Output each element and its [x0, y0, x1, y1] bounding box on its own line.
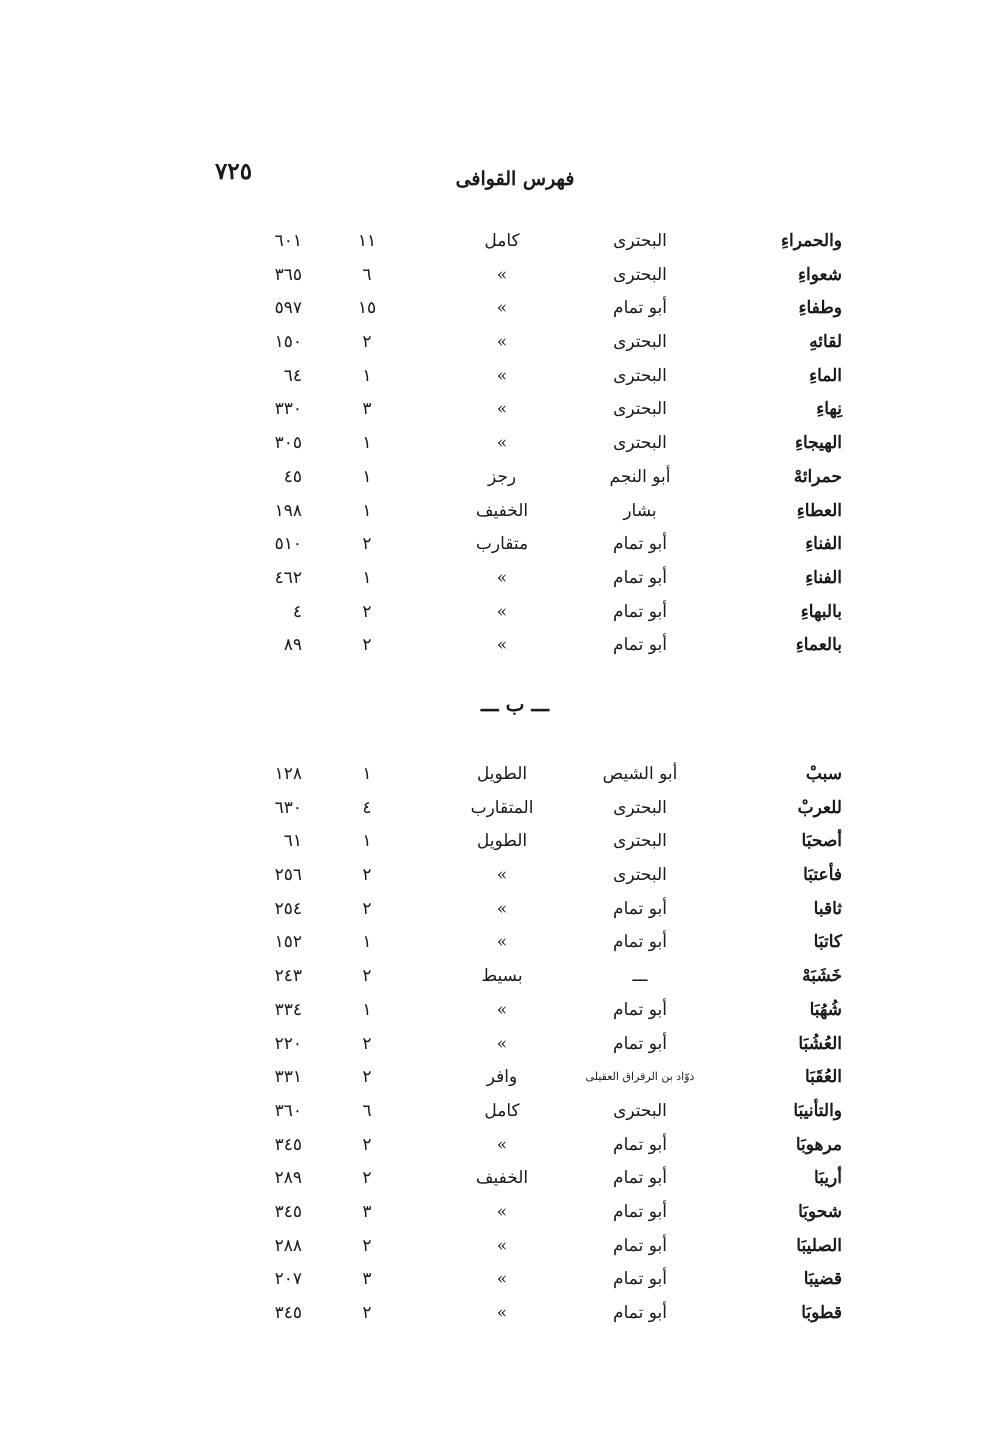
table-row — [0, 633, 1005, 667]
table-row — [0, 829, 1005, 863]
poet-name: البحترى — [613, 332, 667, 353]
page-ref: ٢٢٠ — [274, 1033, 302, 1054]
rhyme-word: أريبَا — [814, 1168, 842, 1189]
page-ref: ٣٤٥ — [274, 1201, 302, 1222]
table-row — [0, 1267, 1005, 1301]
verse-count: ٤ — [362, 797, 372, 818]
table-row — [0, 1099, 1005, 1133]
meter-name: كامل — [484, 1100, 520, 1121]
verse-count: ٢ — [362, 1134, 372, 1155]
page-ref: ٣٦٠ — [274, 1100, 302, 1121]
rhyme-word: الفناءِ — [805, 534, 842, 555]
verse-count: ٣ — [362, 1201, 372, 1222]
page-ref: ٦٤ — [283, 365, 302, 386]
table-row — [0, 1301, 1005, 1335]
rhyme-word: أصحبَا — [801, 831, 842, 852]
rhyme-word: العُشُبَا — [798, 1033, 842, 1054]
page-ref: ٤ — [292, 601, 302, 622]
table-row — [0, 499, 1005, 533]
rhyme-word: شُهُبَا — [809, 999, 842, 1020]
meter-name: الخفيف — [475, 1168, 529, 1189]
page-ref: ١٥٢ — [274, 932, 302, 953]
poet-name: أبو تمام — [613, 298, 667, 319]
table-row — [0, 296, 1005, 330]
meter-name: الخفيف — [475, 500, 529, 521]
verse-count: ٣ — [362, 399, 372, 420]
poet-name: أبو تمام — [613, 1134, 667, 1155]
table-row — [0, 566, 1005, 600]
verse-count: ١١ — [357, 231, 377, 251]
poet-name: أبو تمام — [613, 601, 667, 622]
page-ref: ٣٤٥ — [274, 1134, 302, 1155]
verse-count: ١ — [362, 999, 372, 1020]
verse-count: ١ — [362, 433, 372, 454]
poet-name: البحترى — [613, 865, 667, 886]
rhyme-word: حمرائهْ — [793, 466, 842, 487]
meter-name: » — [496, 601, 508, 622]
rhyme-word: مرهوبَا — [795, 1134, 842, 1155]
table-row — [0, 397, 1005, 431]
verse-count: ١ — [362, 567, 372, 588]
poet-name: أبو تمام — [613, 1303, 667, 1323]
poet-name: أبو تمام — [613, 1168, 667, 1189]
rhyme-word: شحوبَا — [798, 1201, 842, 1222]
page-ref: ٦٣٠ — [274, 797, 302, 818]
poet-name: أبو تمام — [613, 567, 667, 588]
meter-name: » — [496, 264, 508, 285]
section-heading-ba: ـــ ب ـــ — [481, 692, 549, 716]
rhymes-table-hamza — [0, 229, 1005, 667]
rhyme-word: الماءِ — [809, 365, 842, 386]
rhyme-word: كاتبَا — [813, 932, 842, 953]
verse-count: ١ — [362, 764, 372, 784]
table-row — [0, 762, 1005, 796]
page-ref: ٢٤٣ — [274, 966, 302, 987]
meter-name: بسيط — [481, 966, 523, 987]
table-row — [0, 897, 1005, 931]
table-row — [0, 229, 1005, 263]
poet-name: أبو تمام — [613, 1033, 667, 1054]
verse-count: ٢ — [362, 635, 372, 656]
meter-name: » — [496, 898, 508, 919]
meter-name: » — [496, 399, 508, 420]
rhyme-word: بالبهاءِ — [800, 601, 842, 622]
verse-count: ١ — [362, 365, 372, 386]
meter-name: » — [496, 1201, 508, 1222]
rhyme-word: سببْ — [805, 764, 842, 784]
meter-name: » — [496, 999, 508, 1020]
page-ref: ٣٤٥ — [274, 1303, 302, 1323]
poet-name: أبو الشيص — [602, 764, 678, 784]
verse-count: ٢ — [362, 1033, 372, 1054]
poet-name: البحترى — [613, 1100, 667, 1121]
table-row — [0, 600, 1005, 634]
meter-name: » — [496, 1303, 508, 1323]
page-ref: ٢٥٦ — [274, 865, 302, 886]
rhyme-word: الصليبَا — [796, 1235, 842, 1256]
poet-name: ـــ — [632, 966, 648, 987]
page-ref: ٢٨٩ — [274, 1168, 302, 1189]
verse-count: ٢ — [362, 1235, 372, 1256]
meter-name: » — [496, 332, 508, 353]
table-row — [0, 1166, 1005, 1200]
page-ref: ٥١٠ — [274, 534, 302, 555]
table-row — [0, 330, 1005, 364]
meter-name: » — [496, 1033, 508, 1054]
rhyme-word: العُقَبَا — [804, 1067, 842, 1088]
verse-count: ٢ — [362, 865, 372, 886]
verse-count: ٦ — [362, 264, 372, 285]
rhyme-word: خَشَبَهْ — [802, 966, 842, 987]
page-number: ٧٢٥ — [215, 158, 253, 185]
poet-name: أبو تمام — [613, 898, 667, 919]
table-row — [0, 1065, 1005, 1099]
meter-name: » — [496, 932, 508, 953]
poet-name: البحترى — [613, 264, 667, 285]
page-ref: ٣٠٥ — [274, 433, 302, 454]
meter-name: المتقارب — [470, 797, 534, 818]
meter-name: متقارب — [475, 534, 529, 555]
verse-count: ٢ — [362, 601, 372, 622]
rhyme-word: قطوبَا — [801, 1303, 842, 1323]
poet-name: أبو تمام — [613, 999, 667, 1020]
meter-name: » — [496, 298, 508, 319]
page-ref: ٨٩ — [283, 635, 302, 656]
poet-name: أبو النجم — [609, 466, 671, 487]
meter-name: » — [496, 365, 508, 386]
table-row — [0, 1234, 1005, 1268]
rhyme-word: بالعماءِ — [795, 635, 842, 656]
rhyme-word: شعواءِ — [798, 264, 842, 285]
meter-name: رجز — [487, 466, 517, 487]
page-ref: ٢٠٧ — [274, 1269, 302, 1290]
poet-name: بشار — [623, 500, 657, 521]
meter-name: » — [496, 865, 508, 886]
verse-count: ١ — [362, 831, 372, 852]
poet-name: أبو تمام — [613, 1201, 667, 1222]
poet-name: البحترى — [613, 831, 667, 852]
table-row — [0, 364, 1005, 398]
page-ref: ٦٠١ — [274, 231, 302, 251]
poet-name: البحترى — [613, 231, 667, 251]
rhyme-word: الهيجاءِ — [794, 433, 842, 454]
rhyme-word: نِهاءِ — [816, 399, 842, 420]
verse-count: ٢ — [362, 966, 372, 987]
page-ref: ٦١ — [283, 831, 302, 852]
poet-name: أبو تمام — [613, 635, 667, 656]
page-ref: ٥٩٧ — [274, 298, 302, 319]
table-row — [0, 1032, 1005, 1066]
meter-name: » — [496, 1269, 508, 1290]
page-ref: ٤٥ — [283, 466, 302, 487]
page-ref: ١٥٠ — [274, 332, 302, 353]
table-row — [0, 431, 1005, 465]
table-row — [0, 465, 1005, 499]
rhyme-word: ثاقبا — [813, 898, 842, 919]
meter-name: » — [496, 1235, 508, 1256]
page-ref: ٢٥٤ — [274, 898, 302, 919]
page-ref: ٣٣٠ — [274, 399, 302, 420]
table-row — [0, 998, 1005, 1032]
verse-count: ١ — [362, 932, 372, 953]
rhyme-word: الفناءِ — [805, 567, 842, 588]
meter-name: » — [496, 433, 508, 454]
poet-name: البحترى — [613, 433, 667, 454]
page-ref: ٣٣١ — [274, 1067, 302, 1088]
verse-count: ٢ — [362, 1303, 372, 1323]
rhyme-word: والحمراءِ — [780, 231, 842, 251]
verse-count: ١٥ — [357, 298, 377, 319]
poet-name: أبو تمام — [613, 1269, 667, 1290]
meter-name: وافر — [486, 1067, 518, 1088]
page-ref: ٣٣٤ — [274, 999, 302, 1020]
table-row — [0, 1133, 1005, 1167]
verse-count: ٢ — [362, 898, 372, 919]
table-row — [0, 796, 1005, 830]
table-row — [0, 863, 1005, 897]
verse-count: ٢ — [362, 332, 372, 353]
rhyme-word: العطاءِ — [796, 500, 842, 521]
meter-name: الطويل — [476, 831, 528, 852]
poet-name: أبو تمام — [613, 932, 667, 953]
poet-name: أبو تمام — [613, 534, 667, 555]
verse-count: ٣ — [362, 1269, 372, 1290]
rhyme-word: وطفاءِ — [798, 298, 842, 319]
poet-name: البحترى — [613, 399, 667, 420]
table-row — [0, 532, 1005, 566]
rhymes-table-ba — [0, 762, 1005, 1335]
poet-name: البحترى — [613, 365, 667, 386]
rhyme-word: للعربْ — [797, 797, 842, 818]
verse-count: ٢ — [362, 1168, 372, 1189]
meter-name: الطويل — [476, 764, 528, 784]
poet-name: ذوّاد بن الرقراق العقيلى — [585, 1070, 695, 1084]
rhyme-word: لقائهِ — [809, 332, 842, 353]
verse-count: ١ — [362, 500, 372, 521]
page-ref: ٢٨٨ — [274, 1235, 302, 1256]
meter-name: كامل — [484, 231, 520, 251]
verse-count: ٢ — [362, 1067, 372, 1088]
verse-count: ٦ — [362, 1100, 372, 1121]
poet-name: البحترى — [613, 797, 667, 818]
page-title: فهرس القوافى — [455, 168, 575, 190]
page-ref: ١٢٨ — [274, 764, 302, 784]
verse-count: ١ — [362, 466, 372, 487]
page-ref: ٣٦٥ — [274, 264, 302, 285]
rhyme-word: قضيبَا — [803, 1269, 842, 1290]
table-row — [0, 263, 1005, 297]
page-ref: ١٩٨ — [274, 500, 302, 521]
meter-name: » — [496, 1134, 508, 1155]
table-row — [0, 930, 1005, 964]
table-row — [0, 964, 1005, 998]
rhyme-word: فأعتبَا — [803, 865, 842, 886]
verse-count: ٢ — [362, 534, 372, 555]
table-row — [0, 1200, 1005, 1234]
page-ref: ٤٦٢ — [274, 567, 302, 588]
meter-name: » — [496, 567, 508, 588]
meter-name: » — [496, 635, 508, 656]
poet-name: أبو تمام — [613, 1235, 667, 1256]
rhyme-word: والتأنيبَا — [793, 1100, 842, 1121]
